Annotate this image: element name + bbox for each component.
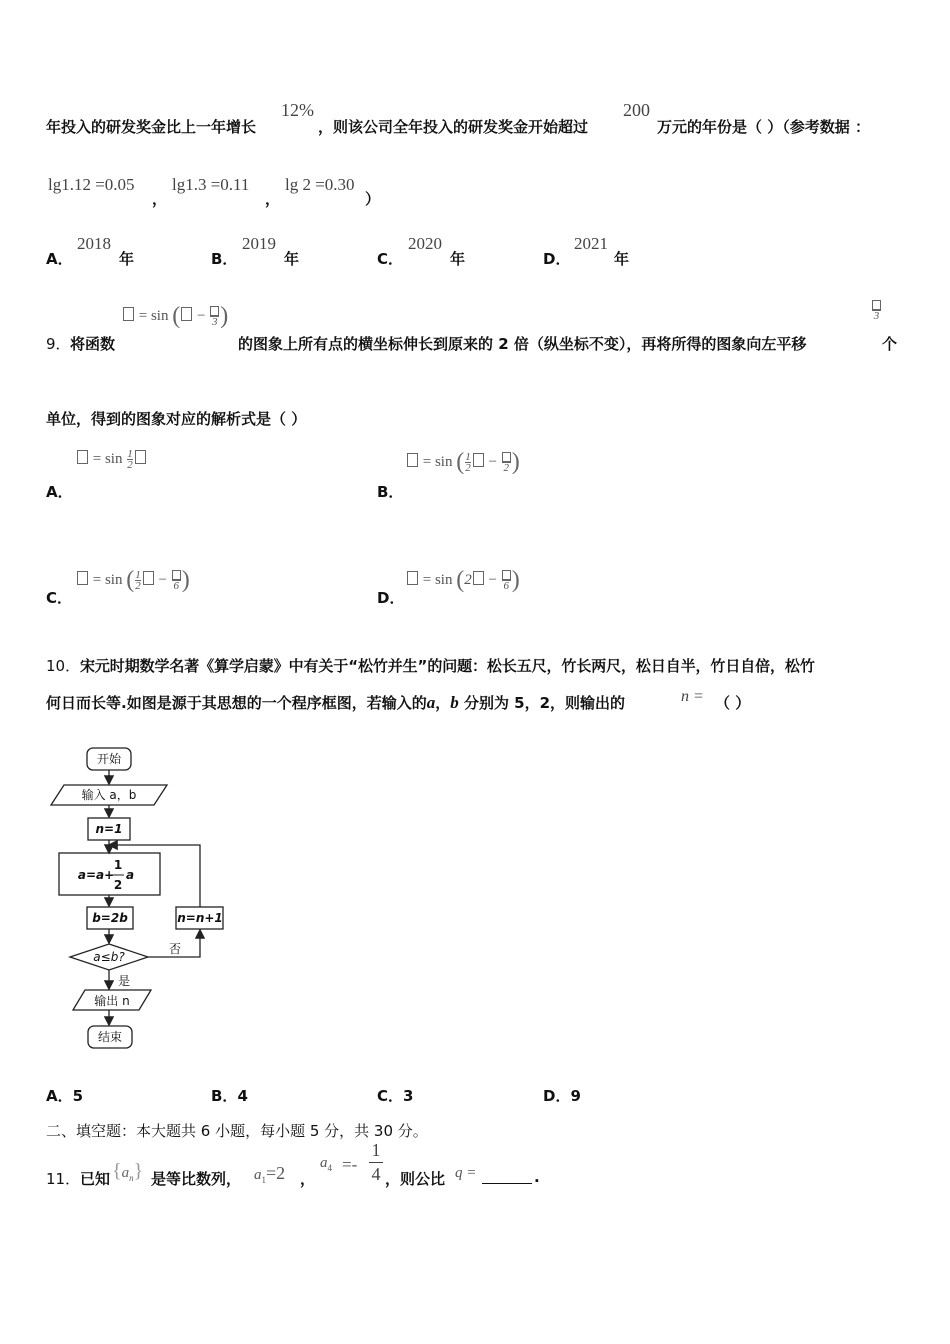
q10-n-eq: n = xyxy=(681,688,704,705)
q8-option-a-year: 2018 xyxy=(77,234,111,253)
q11-answer-blank[interactable] xyxy=(482,1169,532,1188)
q11-fraction-1-4: 1 4 xyxy=(369,1140,383,1185)
q9-fraction-1-2: $\frac{1}{2}$ xyxy=(127,448,133,471)
var-b: b xyxy=(450,693,459,712)
q8-option-d-unit: 年 xyxy=(614,250,630,268)
q9-number: 9． xyxy=(46,335,71,353)
q10-line2: 何日而长等.如图是源于其思想的一个程序框图，若输入的a，b 分别为 5，2，则输出的 xyxy=(46,693,626,712)
q8-line1-text-a: 年投入的研发奖金比上一年增长 xyxy=(46,118,257,136)
q10-option-a[interactable]: A．5 xyxy=(46,1087,84,1105)
q9-option-c-label[interactable]: C． xyxy=(46,589,73,607)
flow-output-text: 输出 n xyxy=(94,994,130,1008)
q10-option-c[interactable]: C．3 xyxy=(377,1087,414,1105)
q10-flowchart xyxy=(40,735,240,1055)
flow-step-a-den: 2 xyxy=(113,878,123,892)
q8-option-c-year: 2020 xyxy=(408,234,442,253)
q9-fraction-pi-3-shift: 3 xyxy=(872,300,881,321)
q9-option-b-formula: = sin ( $\frac{1}{2}$ − 2 ) xyxy=(406,449,520,476)
q8-threshold: 200 xyxy=(623,100,650,120)
flow-init-text: n=1 xyxy=(95,822,123,836)
q9-func-sin: = sin xyxy=(138,307,169,324)
q8-option-c-unit: 年 xyxy=(450,250,466,268)
q9-minus: − xyxy=(196,307,206,324)
q8-ref-lg13: lg1.3 =0.11 xyxy=(172,175,250,194)
q8-ref-lg2: lg 2 =0.30 xyxy=(285,175,355,194)
q9-fraction-pi-3: 3 xyxy=(210,306,219,327)
q8-ref-lg112: lg1.12 =0.05 xyxy=(48,175,135,194)
q10-line2-end: （ ） xyxy=(715,694,751,712)
q9-option-b-label[interactable]: B． xyxy=(377,483,404,501)
q8-line1-text-b: ，则该公司全年投入的研发奖金开始超过 xyxy=(318,118,589,136)
q10-option-d[interactable]: D．9 xyxy=(543,1087,581,1105)
q11-number: 11． xyxy=(46,1170,81,1188)
q8-ref-sep-2: ， xyxy=(265,190,281,208)
q9-option-c-formula: = sin ( $\frac{1}{2}$ − 6 ) xyxy=(76,567,190,594)
q8-option-a-unit: 年 xyxy=(119,250,135,268)
section2-heading: 二、填空题：本大题共 6 小题，每小题 5 分，共 30 分。 xyxy=(46,1122,428,1140)
q9-option-d-label[interactable]: D． xyxy=(377,589,405,607)
flow-step-a-pre: a=a+ xyxy=(77,868,115,882)
flow-start-text: 开始 xyxy=(96,752,122,766)
paren-close: ) xyxy=(220,303,229,329)
q8-growth-rate: 12% xyxy=(281,100,314,120)
flow-yes-label: 是 xyxy=(117,974,131,988)
q8-option-b-year: 2019 xyxy=(242,234,276,253)
q8-option-a-label[interactable]: A． xyxy=(46,250,73,268)
placeholder-glyph xyxy=(123,307,134,321)
q9-line2: 单位，得到的图象对应的解析式是（ ） xyxy=(46,410,307,428)
q9-shift-fraction xyxy=(871,300,882,321)
q8-option-c-label[interactable]: C． xyxy=(377,250,404,268)
q8-ref-sep-1: ， xyxy=(152,190,168,208)
q8-option-b-unit: 年 xyxy=(284,250,300,268)
flow-step-a-num: 1 xyxy=(113,858,123,872)
q11-a4: $a_4$ xyxy=(320,1155,332,1173)
q8-option-d-year: 2021 xyxy=(574,234,608,253)
q8-ref-close: ） xyxy=(365,190,381,208)
flow-step-a-post: a xyxy=(125,868,135,882)
paren-open: ( xyxy=(172,303,181,329)
q10-line1: 宋元时期数学名著《算学启蒙》中有关于“松竹并生”的问题：松长五尺，竹长两尺，松日自半，竹日自倍，松竹 xyxy=(80,657,815,675)
q11-a4-eq: =- xyxy=(342,1155,358,1174)
var-a: a xyxy=(426,693,436,712)
q8-option-b-label[interactable]: B． xyxy=(211,250,238,268)
q11-text-b: 是等比数列， xyxy=(151,1170,242,1188)
flow-end-text: 结束 xyxy=(97,1030,123,1044)
q9-text-b: 的图象上所有点的横坐标伸长到原来的 2 倍（纵坐标不变），再将所得的图象向左平移 xyxy=(238,335,807,353)
q9-text-a: 将函数 xyxy=(70,335,116,353)
placeholder-glyph xyxy=(181,307,192,321)
q9-option-a-label[interactable]: A． xyxy=(46,483,73,501)
flow-cond-text: a≤b? xyxy=(93,950,125,964)
q9-text-c: 个 xyxy=(882,335,898,353)
q11-q: q = xyxy=(455,1165,477,1181)
q9-option-a-formula: = sin $\frac{1}{2}$ xyxy=(76,449,147,470)
q11-text-a: 已知 xyxy=(80,1170,111,1188)
flow-input-text: 输入 a，b xyxy=(81,788,137,802)
q8-line1-text-c: 万元的年份是（ ）（参考数据 ： xyxy=(657,118,870,136)
q11-period: . xyxy=(534,1168,540,1186)
q8-option-d-label[interactable]: D． xyxy=(543,250,571,268)
q9-option-d-formula: = sin (2 − 6 ) xyxy=(406,567,520,594)
q11-text-d: ，则公比 xyxy=(385,1170,446,1188)
q10-option-b[interactable]: B．4 xyxy=(211,1087,248,1105)
flow-no-label: 否 xyxy=(168,942,182,956)
q10-number: 10． xyxy=(46,657,81,675)
q11-a1: $a_1=2$ xyxy=(254,1163,286,1185)
q11-sequence: $\{a_n\}$ xyxy=(112,1160,144,1183)
flow-incr-text: n=n+1 xyxy=(177,911,223,925)
flow-step-b-text: b=2b xyxy=(92,911,128,925)
q11-text-c: ， xyxy=(300,1170,316,1188)
q9-function-formula xyxy=(122,303,228,330)
